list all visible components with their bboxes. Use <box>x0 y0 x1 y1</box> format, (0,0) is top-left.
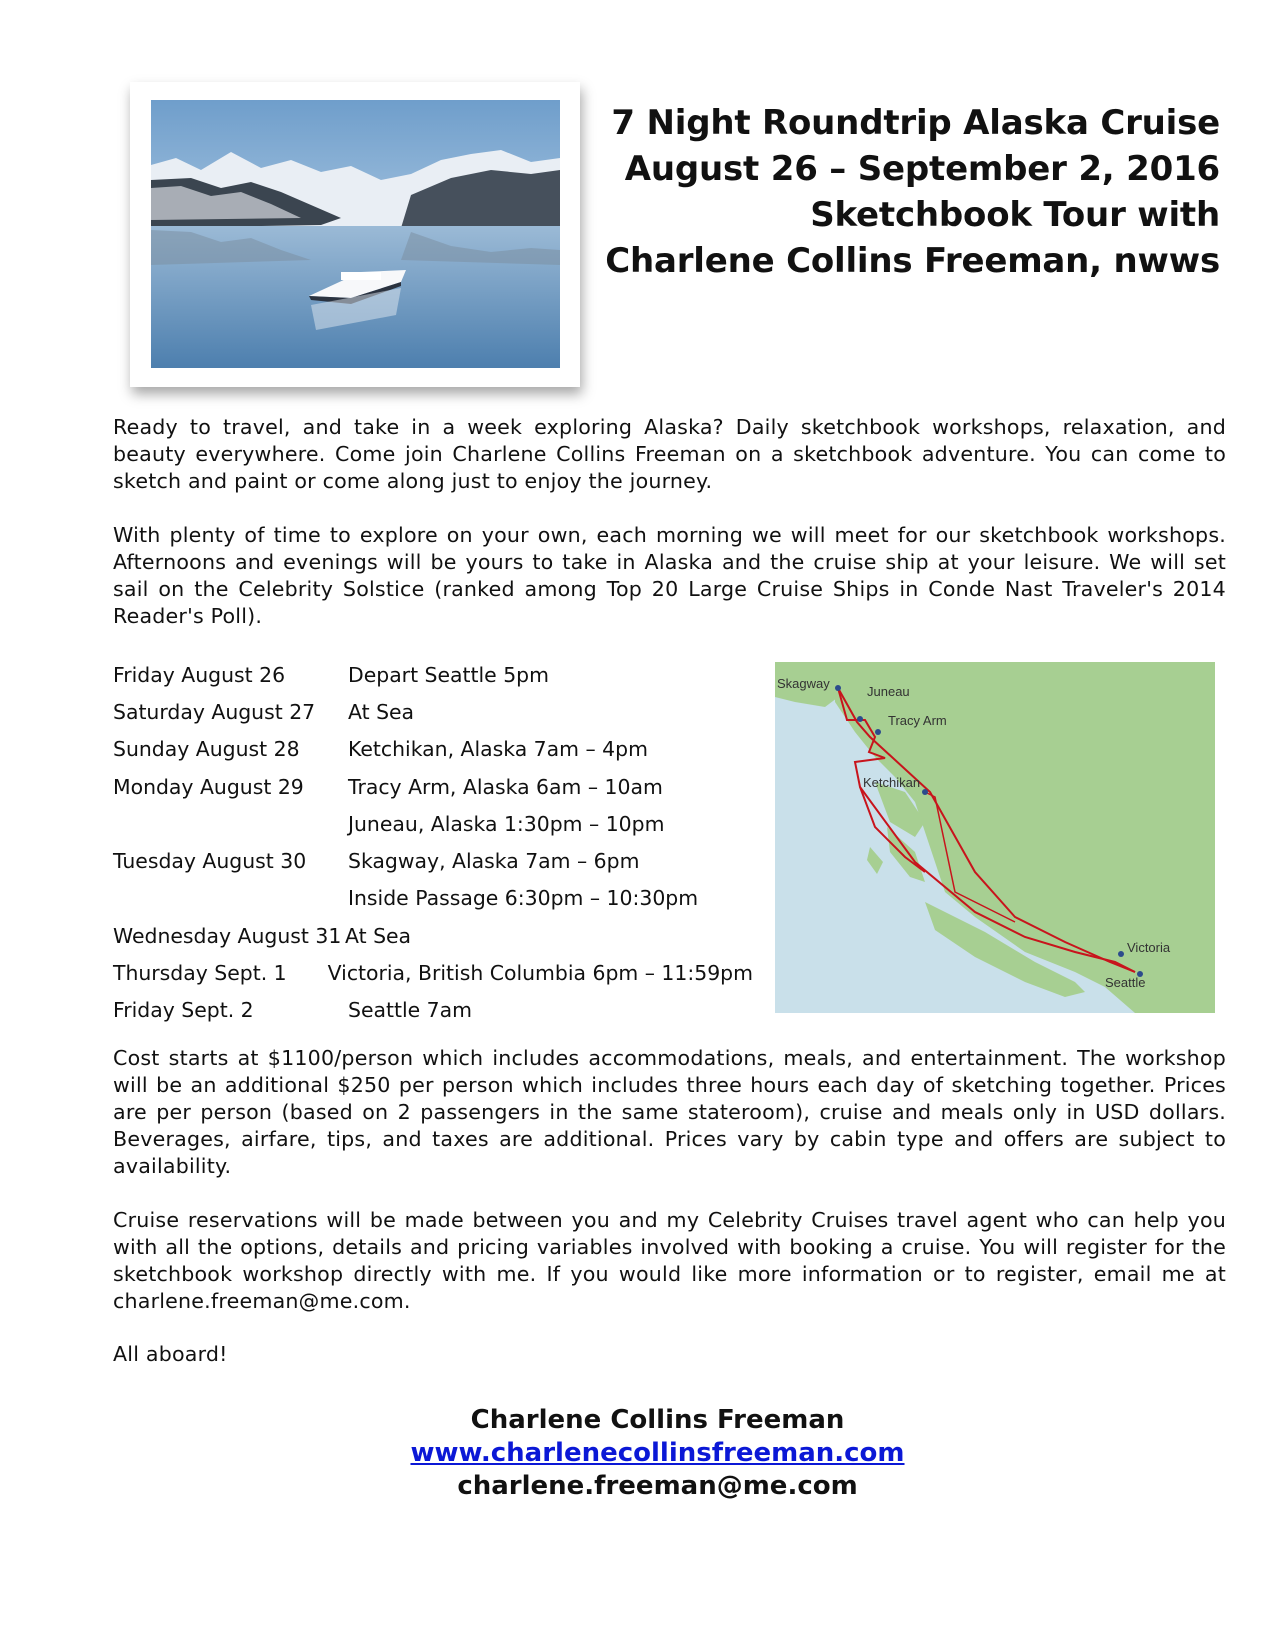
itinerary-day: Tuesday August 30 <box>113 849 307 874</box>
map-label-victoria: Victoria <box>1127 940 1171 955</box>
itinerary-event: At Sea <box>348 699 415 724</box>
itinerary-event: Depart Seattle 5pm <box>348 662 549 687</box>
itinerary-event: Juneau, Alaska 1:30pm – 10pm <box>348 811 665 836</box>
website-link[interactable]: www.charlenecollinsfreeman.com <box>410 1438 905 1468</box>
itinerary-row <box>113 656 753 693</box>
itinerary-event: Tracy Arm, Alaska 6am – 10am <box>348 774 663 799</box>
itinerary-row <box>113 880 753 917</box>
itinerary-row <box>113 731 753 768</box>
itinerary-event: At Sea <box>345 923 412 948</box>
map-label-skagway: Skagway <box>777 676 830 691</box>
closing-line: All aboard! <box>113 1342 228 1366</box>
itinerary-day: Friday Sept. 2 <box>113 998 254 1023</box>
map-label-ketchikan: Ketchikan <box>863 775 921 790</box>
contact-email: charlene.freeman@me.com <box>457 1471 858 1501</box>
title-line-3: Sketchbook Tour with <box>810 195 1220 235</box>
itinerary-day: Thursday Sept. 1 <box>113 961 287 986</box>
itinerary-event: Inside Passage 6:30pm – 10:30pm <box>348 886 699 911</box>
title-line-4: Charlene Collins Freeman, nwws <box>605 241 1220 281</box>
itinerary-row <box>113 805 753 842</box>
map-label-juneau: Juneau <box>867 684 910 699</box>
title-line-2: August 26 – September 2, 2016 <box>624 149 1220 189</box>
map-label-seattle: Seattle <box>1105 975 1146 990</box>
route-map <box>775 662 1215 1013</box>
itinerary-row <box>113 693 753 730</box>
cruise-photo <box>130 82 580 387</box>
itinerary-row <box>113 768 753 805</box>
itinerary-table <box>113 656 753 1029</box>
cost-paragraph: Cost starts at $1100/person which includes accommodations, meals, and entertainment. The workshop will be an additional $250 per person which includes three hours each day of sketching together. Prices are per person (based on 2 passengers in the same stateroom), cruise and meals only in USD dollars. Beverages, airfare, tips, and taxes are additional. Prices vary by cabin type and offers are subject to availability. <box>113 1046 1226 1178</box>
title-block <box>580 100 1220 284</box>
itinerary-event: Victoria, British Columbia 6pm – 11:59pm <box>327 961 753 986</box>
itinerary-row <box>113 992 753 1029</box>
itinerary-day: Sunday August 28 <box>113 737 300 762</box>
itinerary-event: Seattle 7am <box>348 998 472 1023</box>
itinerary-day: Friday August 26 <box>113 662 286 687</box>
cruise-ship-image <box>151 100 560 368</box>
itinerary-day: Wednesday August 31 <box>113 923 342 948</box>
itinerary-row <box>113 954 753 991</box>
itinerary-row <box>113 842 753 879</box>
route-map-graphic <box>775 662 1215 1013</box>
title-line-1: 7 Night Roundtrip Alaska Cruise <box>611 103 1220 143</box>
map-label-tracy-arm: Tracy Arm <box>888 713 947 728</box>
itinerary-event: Skagway, Alaska 7am – 6pm <box>348 849 640 874</box>
intro-paragraph-2: With plenty of time to explore on your own, each morning we will meet for our sketchbook workshops. Afternoons and evenings will be yours to take in Alaska and the cruise ship at your leisure. We will set sail on the Celebrity Solstice (ranked among Top 20 Large Cruise Ships in Conde Nast Traveler's 2014 Reader's Poll). <box>113 523 1226 628</box>
itinerary-row <box>113 917 753 954</box>
itinerary-day: Monday August 29 <box>113 774 304 799</box>
itinerary-event: Ketchikan, Alaska 7am – 4pm <box>348 737 648 762</box>
contact-footer <box>0 1404 1275 1503</box>
intro-paragraph-1: Ready to travel, and take in a week exploring Alaska? Daily sketchbook workshops, relaxation, and beauty everywhere. Come join Charlene Collins Freeman on a sketchbook adventure. You can come to sketch and paint or come along just to enjoy the journey. <box>113 415 1226 493</box>
contact-name: Charlene Collins Freeman <box>470 1405 845 1435</box>
registration-paragraph: Cruise reservations will be made between you and my Celebrity Cruises travel agent who can help you with all the options, details and pricing variables involved with booking a cruise. You will register for the sketchbook workshop directly with me. If you would like more information or to register, email me at charlene.freeman@me.com. <box>113 1208 1226 1313</box>
itinerary-day: Saturday August 27 <box>113 699 316 724</box>
